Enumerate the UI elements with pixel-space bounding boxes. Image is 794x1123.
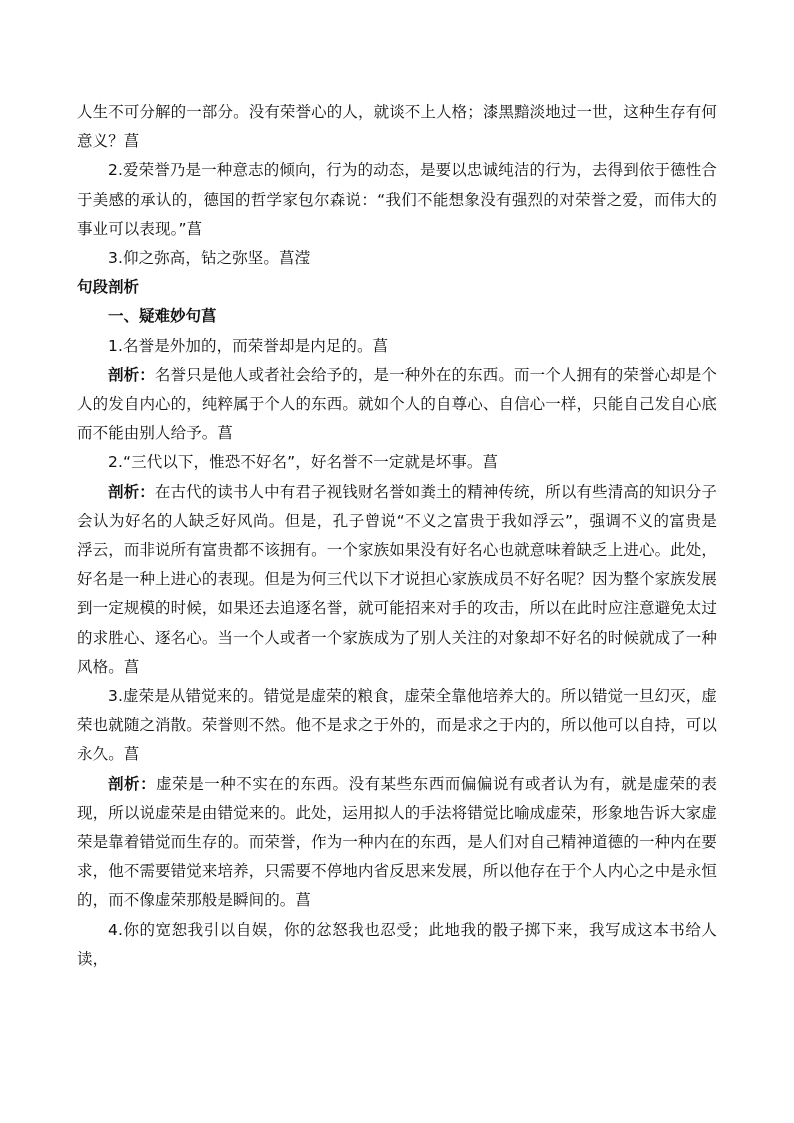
analysis-label: 剖析： bbox=[108, 365, 155, 384]
document-body bbox=[77, 98, 717, 974]
sentence-item-1: 1.名誉是外加的，而荣誉却是内足的。菖 bbox=[108, 336, 389, 355]
analysis-text: 在古代的读书人中有君子视钱财名誉如粪土的精神传统，所以有些清高的知识分子会认为好名的人缺乏好风尚。但是，孔子曾说“不义之富贵于我如浮云”，强调不义的富贵是浮云，而非说所有富贵都不该拥有。一个家族如果没有好名心也就意味着缺乏上进心。此处，好名是一种上进心的表现。但是为何三代以下才说担心家族成员不好名呢？因为整个家族发展到一定规模的时候，如果还去追逐名誉，就可能招来对手的攻击，所以在此时应注意避免太过的求胜心、逐名心。当一个人或者一个家族成为了别人关注的对象却不好名的时候就成了一种风格。菖 bbox=[77, 482, 717, 676]
sentence-item-3: 3.虚荣是从错觉来的。错觉是虚荣的粮食，虚荣全靠他培养大的。所以错觉一旦幻灭，虚荣也就随之消散。荣誉则不然。他不是求之于外的，而是求之于内的，所以他可以自持，可以永久。菖 bbox=[77, 687, 717, 764]
analysis-label: 剖析： bbox=[108, 774, 157, 793]
section-title: 句段剖析 bbox=[77, 278, 140, 297]
analysis-text: 名誉只是他人或者社会给予的，是一种外在的东西。而一个人拥有的荣誉心却是个人的发自内心的，纯粹属于个人的东西。就如个人的自尊心、自信心一样，只能自己发自心底而不能由别人给予。菖 bbox=[77, 365, 717, 443]
analysis-1 bbox=[77, 361, 717, 449]
analysis-label: 剖析： bbox=[108, 482, 155, 501]
paragraph-item-3: 3.仰之弥高，钻之弥坚。菖滢 bbox=[108, 249, 311, 268]
paragraph-item-2: 2.爱荣誉乃是一种意志的倾向，行为的动态，是要以忠诚纯洁的行为，去得到依于德性合于美感的承认的，德国的哲学家包尔森说：“我们不能想象没有强烈的对荣誉之爱，而伟大的事业可以表现。”菖 bbox=[77, 161, 717, 238]
analysis-text: 虚荣是一种不实在的东西。没有某些东西而偏偏说有或者认为有，就是虚荣的表现，所以说虚荣是由错觉来的。此处，运用拟人的手法将错觉比喻成虚荣，形象地告诉大家虚荣是靠着错觉而生存的。而荣誉，作为一种内在的东西，是人们对自己精神道德的一种内在要求，他不需要错觉来培养，只需要不停地内省反思来发展，所以他存在于个人内心之中是永恒的，而不像虚荣那般是瞬间的。菖 bbox=[77, 774, 717, 910]
sentence-item-4: 4.你的宽恕我引以自娱，你的忿怒我也忍受；此地我的骰子掷下来，我写成这本书给人读， bbox=[77, 920, 717, 968]
analysis-3 bbox=[77, 770, 717, 916]
subsection-title: 一、疑难妙句菖 bbox=[108, 307, 217, 326]
sentence-item-2: 2.“三代以下，惟恐不好名”，好名誉不一定就是坏事。菖 bbox=[108, 453, 499, 472]
analysis-2 bbox=[77, 478, 717, 682]
paragraph-continuation: 人生不可分解的一部分。没有荣誉心的人，就谈不上人格；漆黑黯淡地过一世，这种生存有何意义？菖 bbox=[77, 103, 717, 151]
